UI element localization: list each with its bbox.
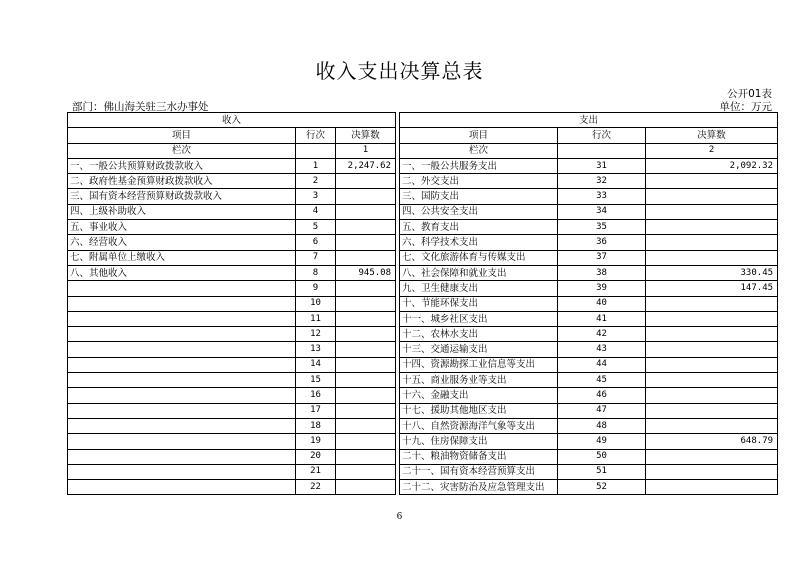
table-row <box>68 373 778 388</box>
income-item-cell <box>68 342 296 357</box>
expense-amount-cell <box>646 388 778 403</box>
income-amount-cell <box>336 220 396 235</box>
expense-row-no-cell: 41 <box>558 311 646 326</box>
form-number: 公开01表 <box>727 88 772 100</box>
table-row <box>68 388 778 403</box>
income-amount-cell <box>336 235 396 250</box>
income-item-cell <box>68 281 296 296</box>
income-item-cell <box>68 449 296 464</box>
income-amount-cell <box>336 388 396 403</box>
expense-item-cell: 十四、资源勘探工业信息等支出 <box>400 357 558 372</box>
expense-row-no-cell: 46 <box>558 388 646 403</box>
expense-amount-cell: 147.45 <box>646 281 778 296</box>
income-amount-cell <box>336 174 396 189</box>
page-title: 收入支出决算总表 <box>315 59 484 83</box>
expense-row-no-cell: 34 <box>558 204 646 219</box>
income-row-no-cell: 8 <box>296 265 336 280</box>
expense-item-cell: 六、科学技术支出 <box>400 235 558 250</box>
expense-amount-cell: 648.79 <box>646 434 778 449</box>
income-row-no-cell: 5 <box>296 220 336 235</box>
table-row <box>68 220 778 235</box>
expense-amount-cell <box>646 418 778 433</box>
income-amount-cell <box>336 296 396 311</box>
table-row <box>68 327 778 342</box>
expense-row-no-cell: 38 <box>558 265 646 280</box>
table-row <box>68 265 778 280</box>
expense-item-cell: 二、外交支出 <box>400 174 558 189</box>
expense-amount-cell <box>646 373 778 388</box>
expense-item-cell: 十八、自然资源海洋气象等支出 <box>400 418 558 433</box>
expense-item-cell: 四、公共安全支出 <box>400 204 558 219</box>
expense-amount-cell <box>646 480 778 495</box>
expense-amount-cell <box>646 464 778 479</box>
column-header-row <box>68 128 778 143</box>
expense-row-no-header: 行次 <box>558 128 646 143</box>
expense-amount-cell <box>646 296 778 311</box>
expense-row-no-cell: 33 <box>558 189 646 204</box>
expense-item-cell: 十、节能环保支出 <box>400 296 558 311</box>
table-row <box>68 464 778 479</box>
expense-row-no-cell: 37 <box>558 250 646 265</box>
table-row <box>68 434 778 449</box>
income-row-no-cell: 19 <box>296 434 336 449</box>
expense-item-cell: 二十、粮油物资储备支出 <box>400 449 558 464</box>
income-amount-cell <box>336 464 396 479</box>
expense-column-index: 2 <box>646 143 778 158</box>
income-row-no-cell: 12 <box>296 327 336 342</box>
expense-row-no-cell: 43 <box>558 342 646 357</box>
income-item-cell <box>68 296 296 311</box>
expense-item-cell: 二十一、国有资本经营预算支出 <box>400 464 558 479</box>
income-section-header: 收入 <box>68 113 396 128</box>
income-amount-cell: 945.08 <box>336 265 396 280</box>
income-item-cell <box>68 327 296 342</box>
table-row <box>68 403 778 418</box>
expense-amount-cell <box>646 311 778 326</box>
income-expense-table <box>67 112 778 495</box>
expense-row-no-cell: 52 <box>558 480 646 495</box>
income-row-no-cell: 16 <box>296 388 336 403</box>
department-label: 部门：佛山海关驻三水办事处 <box>72 101 209 113</box>
income-amount-cell <box>336 449 396 464</box>
expense-row-no-cell: 45 <box>558 373 646 388</box>
income-row-no-cell: 6 <box>296 235 336 250</box>
income-item-cell <box>68 418 296 433</box>
expense-amount-cell <box>646 327 778 342</box>
income-amount-cell <box>336 189 396 204</box>
income-amount-cell: 2,247.62 <box>336 158 396 173</box>
table-row <box>68 342 778 357</box>
table-row <box>68 189 778 204</box>
table-row <box>68 235 778 250</box>
expense-item-cell: 十九、住房保障支出 <box>400 434 558 449</box>
income-row-no-cell: 17 <box>296 403 336 418</box>
income-row-no-cell: 21 <box>296 464 336 479</box>
table-row <box>68 281 778 296</box>
income-row-no-cell: 4 <box>296 204 336 219</box>
income-row-no-cell: 15 <box>296 373 336 388</box>
expense-item-cell: 十三、交通运输支出 <box>400 342 558 357</box>
table-row <box>68 311 778 326</box>
table-row <box>68 357 778 372</box>
income-row-no-cell: 11 <box>296 311 336 326</box>
table-row <box>68 418 778 433</box>
expense-item-cell: 一、一般公共服务支出 <box>400 158 558 173</box>
income-row-no-header: 行次 <box>296 128 336 143</box>
income-row-no-cell: 7 <box>296 250 336 265</box>
expense-row-no-cell: 50 <box>558 449 646 464</box>
expense-row-no-cell: 36 <box>558 235 646 250</box>
expense-row-no-cell: 40 <box>558 296 646 311</box>
income-row-no-cell: 13 <box>296 342 336 357</box>
income-item-cell: 七、附属单位上缴收入 <box>68 250 296 265</box>
income-item-cell <box>68 434 296 449</box>
expense-row-no-cell: 35 <box>558 220 646 235</box>
expense-column-index-empty <box>558 143 646 158</box>
income-amount-cell <box>336 327 396 342</box>
expense-item-cell: 十五、商业服务业等支出 <box>400 373 558 388</box>
income-row-no-cell: 2 <box>296 174 336 189</box>
income-amount-cell <box>336 281 396 296</box>
expense-row-no-cell: 31 <box>558 158 646 173</box>
expense-section-header: 支出 <box>400 113 778 128</box>
expense-amount-cell <box>646 250 778 265</box>
income-item-header: 项目 <box>68 128 296 143</box>
expense-item-cell: 十七、援助其他地区支出 <box>400 403 558 418</box>
expense-item-cell: 十六、金融支出 <box>400 388 558 403</box>
expense-amount-cell <box>646 235 778 250</box>
table-row <box>68 296 778 311</box>
expense-amount-cell <box>646 204 778 219</box>
expense-amount-cell <box>646 357 778 372</box>
income-column-label: 栏次 <box>68 143 296 158</box>
table-row <box>68 174 778 189</box>
income-row-no-cell: 22 <box>296 480 336 495</box>
expense-item-header: 项目 <box>400 128 558 143</box>
income-column-index-empty <box>296 143 336 158</box>
expense-amount-cell: 2,092.32 <box>646 158 778 173</box>
income-item-cell <box>68 403 296 418</box>
income-item-cell <box>68 480 296 495</box>
table-row <box>68 250 778 265</box>
income-item-cell: 八、其他收入 <box>68 265 296 280</box>
income-amount-cell <box>336 250 396 265</box>
table-row <box>68 158 778 173</box>
expense-amount-cell <box>646 220 778 235</box>
expense-row-no-cell: 32 <box>558 174 646 189</box>
section-header-row <box>68 113 778 128</box>
expense-row-no-cell: 48 <box>558 418 646 433</box>
table-row <box>68 449 778 464</box>
expense-amount-cell <box>646 342 778 357</box>
income-amount-header: 决算数 <box>336 128 396 143</box>
income-amount-cell <box>336 342 396 357</box>
expense-item-cell: 十一、城乡社区支出 <box>400 311 558 326</box>
expense-item-cell: 五、教育支出 <box>400 220 558 235</box>
income-item-cell <box>68 464 296 479</box>
column-index-row <box>68 143 778 158</box>
income-row-no-cell: 20 <box>296 449 336 464</box>
expense-row-no-cell: 44 <box>558 357 646 372</box>
income-item-cell: 五、事业收入 <box>68 220 296 235</box>
income-amount-cell <box>336 480 396 495</box>
table-row <box>68 480 778 495</box>
unit-label: 单位：万元 <box>719 101 772 113</box>
income-item-cell <box>68 311 296 326</box>
expense-row-no-cell: 47 <box>558 403 646 418</box>
expense-item-cell: 三、国防支出 <box>400 189 558 204</box>
expense-item-cell: 七、文化旅游体育与传媒支出 <box>400 250 558 265</box>
income-amount-cell <box>336 204 396 219</box>
expense-item-cell: 八、社会保障和就业支出 <box>400 265 558 280</box>
income-item-cell <box>68 388 296 403</box>
expense-row-no-cell: 42 <box>558 327 646 342</box>
expense-column-label: 栏次 <box>400 143 558 158</box>
income-amount-cell <box>336 357 396 372</box>
expense-amount-cell: 330.45 <box>646 265 778 280</box>
income-item-cell <box>68 373 296 388</box>
table-row <box>68 204 778 219</box>
expense-row-no-cell: 39 <box>558 281 646 296</box>
expense-item-cell: 二十二、灾害防治及应急管理支出 <box>400 480 558 495</box>
expense-amount-header: 决算数 <box>646 128 778 143</box>
expense-amount-cell <box>646 449 778 464</box>
income-item-cell: 六、经营收入 <box>68 235 296 250</box>
expense-row-no-cell: 51 <box>558 464 646 479</box>
page-number: 6 <box>396 512 403 522</box>
expense-amount-cell <box>646 189 778 204</box>
income-item-cell: 一、一般公共预算财政拨款收入 <box>68 158 296 173</box>
income-row-no-cell: 18 <box>296 418 336 433</box>
income-item-cell: 二、政府性基金预算财政拨款收入 <box>68 174 296 189</box>
income-amount-cell <box>336 418 396 433</box>
expense-item-cell: 十二、农林水支出 <box>400 327 558 342</box>
income-row-no-cell: 3 <box>296 189 336 204</box>
income-row-no-cell: 14 <box>296 357 336 372</box>
income-amount-cell <box>336 403 396 418</box>
expense-item-cell: 九、卫生健康支出 <box>400 281 558 296</box>
income-item-cell: 四、上级补助收入 <box>68 204 296 219</box>
income-amount-cell <box>336 434 396 449</box>
income-column-index: 1 <box>336 143 396 158</box>
expense-amount-cell <box>646 403 778 418</box>
income-item-cell: 三、国有资本经营预算财政拨款收入 <box>68 189 296 204</box>
income-row-no-cell: 9 <box>296 281 336 296</box>
income-row-no-cell: 1 <box>296 158 336 173</box>
income-amount-cell <box>336 311 396 326</box>
income-item-cell <box>68 357 296 372</box>
income-amount-cell <box>336 373 396 388</box>
expense-row-no-cell: 49 <box>558 434 646 449</box>
income-row-no-cell: 10 <box>296 296 336 311</box>
expense-amount-cell <box>646 174 778 189</box>
